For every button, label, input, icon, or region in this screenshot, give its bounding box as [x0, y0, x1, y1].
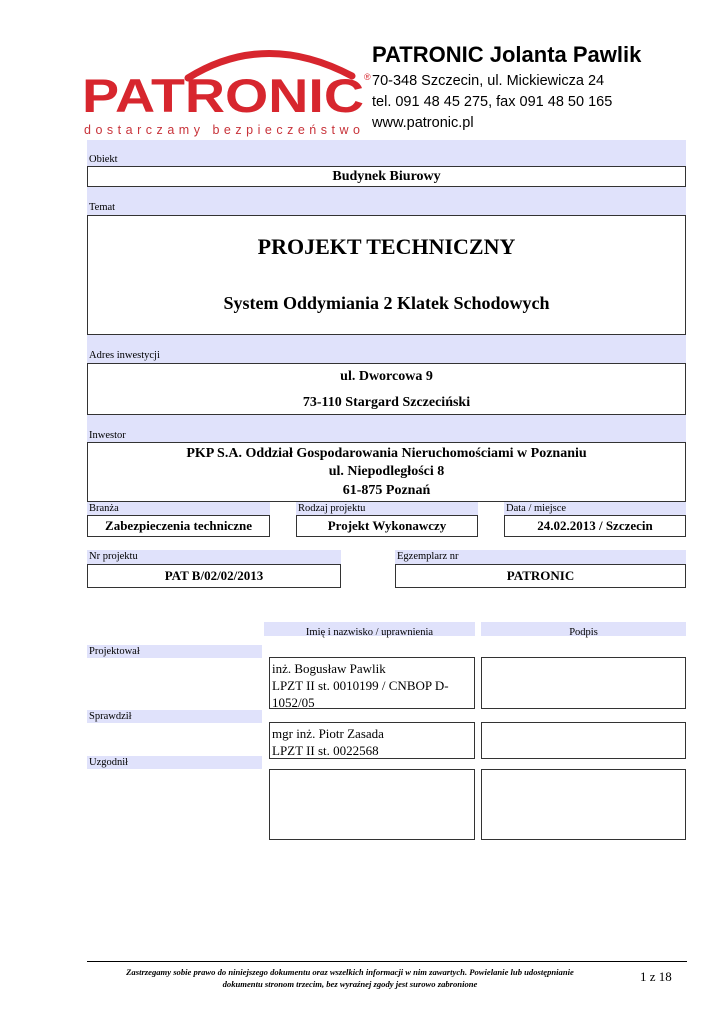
logo-tagline: dostarczamy bezpieczeństwo — [84, 123, 360, 137]
nr-projektu-value: PAT B/02/02/2013 — [87, 564, 341, 588]
egzemplarz-label: Egzemplarz nr — [397, 551, 459, 562]
temat-title: PROJEKT TECHNICZNY — [257, 234, 516, 259]
inwestor-box — [87, 442, 686, 502]
signature-cell[interactable] — [481, 769, 686, 840]
company-name: PATRONIC Jolanta Pawlik — [372, 42, 642, 67]
temat-box — [87, 215, 686, 335]
signature-name-line1: mgr inż. Piotr Zasada — [272, 726, 384, 741]
signature-cell[interactable] — [481, 722, 686, 759]
adres-line1: ul. Dworcowa 9 — [340, 369, 433, 384]
egzemplarz-value: PATRONIC — [395, 564, 686, 588]
temat-subtitle: System Oddymiania 2 Klatek Schodowych — [223, 293, 550, 313]
signature-name-cell — [269, 657, 475, 709]
company-website[interactable]: www.patronic.pl — [372, 115, 474, 131]
temat-label: Temat — [89, 202, 116, 213]
patronic-logo — [80, 38, 375, 138]
branza-value: Zabezpieczenia techniczne — [87, 515, 270, 537]
page-number: 1 z 18 — [640, 969, 672, 984]
inwestor-label: Inwestor — [89, 430, 126, 441]
registered-mark: ® — [364, 72, 371, 82]
obiekt-value: Budynek Biurowy — [87, 166, 686, 187]
data-value: 24.02.2013 / Szczecin — [504, 515, 686, 537]
rodzaj-label: Rodzaj projektu — [298, 503, 366, 514]
obiekt-label: Obiekt — [89, 154, 118, 165]
footer-disclaimer-line1: Zastrzegamy sobie prawo do niniejszego dokumentu oraz wszelkich informacji w nim zawartych. Powielanie lub udostępnianie — [126, 967, 574, 977]
adres-label: Adres inwestycji — [89, 350, 160, 361]
footer-rule — [87, 961, 687, 962]
col-header-name-text: Imię i nazwisko / uprawnienia — [305, 627, 434, 638]
logo-wordmark: PATRONIC — [82, 69, 364, 122]
data-label: Data / miejsce — [506, 503, 567, 514]
signature-name-line2: LPZT II st. 0010199 / CNBOP D- — [272, 678, 449, 693]
inwestor-line2: ul. Niepodległości 8 — [328, 464, 445, 479]
signature-name-line2: LPZT II st. 0022568 — [272, 743, 379, 758]
role-label-projektowal: Projektował — [89, 646, 140, 657]
inwestor-band — [87, 415, 686, 442]
branza-label: Branża — [89, 503, 119, 514]
adres-box — [87, 363, 686, 415]
company-phone: tel. 091 48 45 275, fax 091 48 50 165 — [372, 94, 613, 110]
temat-band — [87, 187, 686, 215]
inwestor-line1: PKP S.A. Oddział Gospodarowania Nieruchomościami w Poznaniu — [186, 446, 587, 461]
col-header-sign — [481, 622, 686, 636]
role-label-uzgodnil: Uzgodnił — [89, 757, 129, 768]
footer-disclaimer — [90, 966, 610, 990]
signature-name-cell[interactable] — [269, 769, 475, 840]
nr-projektu-label: Nr projektu — [89, 551, 138, 562]
company-address: 70-348 Szczecin, ul. Mickiewicza 24 — [372, 73, 605, 89]
inwestor-line3: 61-875 Poznań — [342, 483, 431, 498]
col-header-name — [264, 622, 475, 636]
obiekt-band — [87, 140, 686, 166]
role-label-sprawdzil: Sprawdził — [89, 711, 132, 722]
signature-name-line3: 1052/05 — [272, 695, 315, 710]
adres-band — [87, 335, 686, 363]
col-header-sign-text: Podpis — [569, 627, 598, 638]
signature-cell[interactable] — [481, 657, 686, 709]
adres-line2: 73-110 Stargard Szczeciński — [302, 395, 471, 410]
signature-name-cell — [269, 722, 475, 759]
rodzaj-value: Projekt Wykonawczy — [296, 515, 478, 537]
footer-disclaimer-line2: dokumentu stronom trzecim, bez wyraźnej zgody jest surowo zabronione — [222, 979, 478, 989]
signature-name-line1: inż. Bogusław Pawlik — [272, 661, 386, 676]
